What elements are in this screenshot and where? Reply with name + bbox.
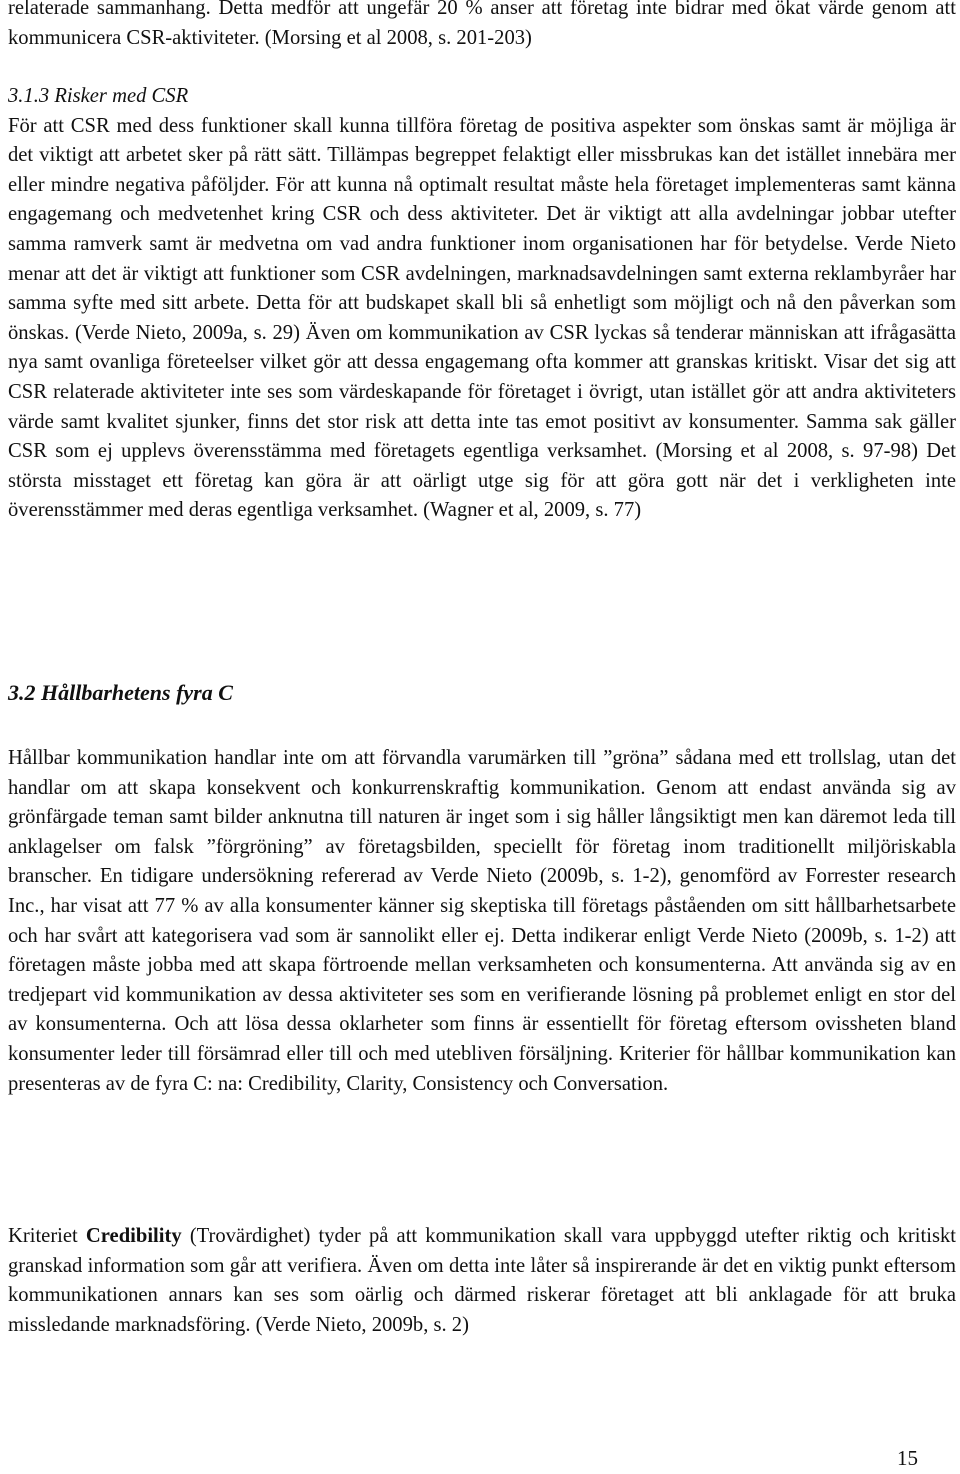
credibility-rest: (Trovärdighet) tyder på att kommunikation skall vara uppbyggd utefter riktig och kritiskt granskad information som går att verifiera. Även om detta inte låter så inspirerande är det en viktig punkt eftersom kommunikationen annars kan ses som oärlig och därmed riskerar företaget att bli anklagade för att bruka missledande marknadsföring. (Verde Nieto, 2009b, s. 2) (8, 1225, 956, 1336)
credibility-lead: Kriteriet (8, 1225, 86, 1247)
intro-paragraph: relaterade sammanhang. Detta medför att ungefär 20 % anser att företag inte bidrar med ökat värde genom att kommunicera CSR-aktiviteter. (Morsing et al 2008, s. 201-203) (8, 0, 956, 49)
credibility-term: Credibility (85, 1225, 182, 1247)
section-3-2-body: Hållbar kommunikation handlar inte om att förvandla varumärken till ”gröna” sådana med ett trollslag, utan det handlar om att skapa konsekvent och konkurrenskraftig kommunikation. Genom att endast använda sig av grönfärgade teman samt bilder anknutna till naturen är inget som i sig håller långsiktigt men kan däremot leda till anklagelser om falsk ”förgröning” av företagsbilden, speciellt för företag inom traditionellt miljöriskabla branscher. En tidigare undersökning refererad av Verde Nieto (2009b, s. 1-2), genomförd av Forrester research Inc., har visat att 77 % av alla konsumenter känner sig skeptiska till företags påståenden om sitt hållbarhetsarbete och har svårt att kategorisera vad som är sannolikt eller ej. Detta indikerar enligt Verde Nieto (2009b, s. 1-2) att företagen måste jobba med att skapa förtroende mellan verksamheten och konsumenterna. Att använda sig av en tredjepart vid kommunikation av dessa aktiviteter ses som en verifierande lösning på problemet enligt en stor del av konsumenterna. Och att lösa dessa oklarheter som finns är essentiellt för företag eftersom ovissheten bland konsumenter leder till försämrad eller till och med utebliven försäljning. Kriterier för hållbar kommunikation kan presenteras av de fyra C: na: Credibility, Clarity, Consistency och Conversation. (8, 747, 956, 1095)
section-3-1-3-body: För att CSR med dess funktioner skall kunna tillföra företag de positiva aspekter som önskas samt är möjliga är det viktigt att arbetet sker på rätt sätt. Tillämpas begreppet felaktigt eller missbrukas kan det istället innebära mer eller mindre negativa påföljder. För att kunna nå optimalt resultat måste hela företaget implementeras samt känna engagemang och medvetenhet kring CSR och dess aktiviteter. Det är viktigt att alla avdelningar jobbar utefter samma ramverk samt är medvetna om vad andra funktioner inom organisationen har för betydelse. Verde Nieto menar att det är viktigt att funktioner som CSR avdelningen, marknadsavdelningen samt externa reklambyråer har samma syfte med sitt arbete. Detta för att budskapet skall bli så enhetligt som möjligt och nå den påverkan som önskas. (Verde Nieto, 2009a, s. 29) Även om kommunikation av CSR lyckas så tenderar människan att ifrågasätta nya samt ovanliga företeelser vilket gör att dessa engagemang ofta kommer att granskas kritiskt. Visar det sig att CSR relaterade aktiviteter inte ses som värdeskapande för företaget i övrigt, utan istället gör att andra aktiviteters värde samt kvalitet sjunker, finns det stor risk att detta inte tas emot positivt av konsumenter. Samma sak gäller CSR som ej upplevs överensstämma med företagets egentliga verksamhet. (Morsing et al 2008, s. 97-98) Det största misstaget ett företag kan göra är att oärligt utge sig för att göra gott när det i verkligheten inte överensstämmer med deras egentliga verksamhet. (Wagner et al, 2009, s. 77) (8, 114, 956, 522)
section-3-1-3 (8, 82, 956, 526)
section-heading-3-1-3: 3.1.3 Risker med CSR (8, 85, 189, 107)
credibility-paragraph (8, 1222, 956, 1340)
section-heading-3-2: 3.2 Hållbarhetens fyra C (8, 680, 233, 705)
page-number: 15 (897, 1446, 918, 1470)
